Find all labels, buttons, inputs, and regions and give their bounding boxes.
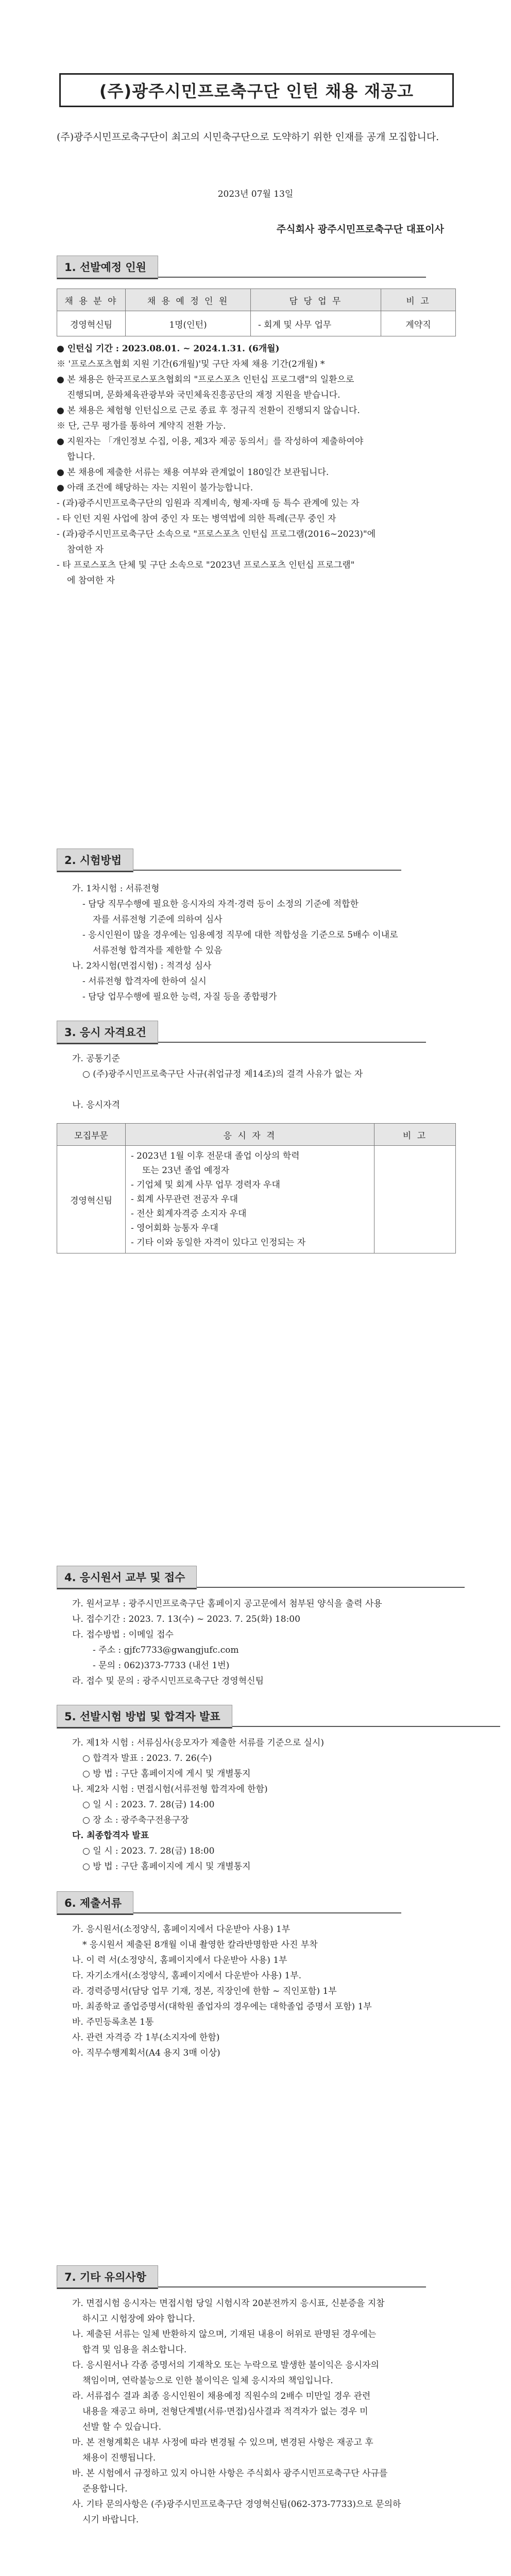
list-item: 다. 응시원서나 각종 증명서의 기재착오 또는 누락으로 발생한 불이익은 응시자의 (72, 2360, 379, 2370)
section-6-body (72, 1922, 469, 2061)
section-1-header (57, 256, 426, 279)
section-4-header (57, 1566, 465, 1589)
list-item: 다. 자기소개서(소정양식, 홈페이지에서 다운받아 사용) 1부. (72, 1971, 302, 1981)
notice-title: (주)광주시민프로축구단 인턴 채용 재공고 (99, 81, 414, 101)
list-item: 가. 제1차 시험 : 서류심사(응모자가 제출한 서류를 기준으로 실시) (72, 1738, 324, 1748)
list-item: 선발 할 수 있습니다. (82, 2422, 161, 2432)
section-5-header (57, 1705, 500, 1728)
list-item: - 응시인원이 많을 경우에는 임용예정 직무에 대한 적합성을 기준으로 5배수 이내로 (82, 930, 398, 940)
section-3-title: 3. 응시 자격요건 (57, 1021, 158, 1044)
qualification-table (57, 1123, 456, 1253)
list-item: 나. 2차시험(면접시험) : 적격성 심사 (72, 961, 212, 971)
cell-count: 1명(인턴) (126, 311, 251, 336)
list-item: 내용을 재공고 하며, 전형단계별(서류·면접)심사결과 적격자가 없는 경우 미 (82, 2406, 368, 2417)
list-item: ● 인턴십 기간 : 2023.08.01. ~ 2024.1.31. (6개월) (57, 344, 280, 354)
cell-qualifications (126, 1146, 374, 1253)
list-item: ○ 일 시 : 2023. 7. 28(금) 18:00 (82, 1846, 215, 1856)
list-item: ● 본 채용은 한국프로스포츠협회의 "프로스포츠 인턴십 프로그램"의 일환으로 (57, 375, 354, 385)
list-item: * 응시원서 제출된 8개월 이내 촬영한 칼라반명함판 사진 부착 (82, 1940, 318, 1950)
list-item: 가. 공통기준 (72, 1054, 120, 1064)
table-row (57, 1146, 456, 1253)
list-item: 아. 직무수행계획서(A4 용지 3매 이상) (72, 2048, 220, 2058)
list-item: - 회계 사무관련 전공자 우대 (131, 1194, 239, 1205)
list-item: 나. 제2차 시험 : 면접시험(서류전형 합격자에 한함) (72, 1784, 268, 1794)
list-item: 준용합니다. (82, 2484, 128, 2494)
list-item: 가. 원서교부 : 광주시민프로축구단 홈페이지 공고문에서 첨부된 양식을 출력 사용 (72, 1599, 382, 1609)
section-1-bullets (57, 341, 469, 588)
list-item: 라. 서류접수 결과 최종 응시인원이 채용예정 직원수의 2배수 미만일 경우 관련 (72, 2391, 371, 2401)
list-item: - 담당 직무수행에 필요한 응시자의 자격·경력 등이 소정의 기준에 적합한 (82, 899, 359, 909)
list-item: ● 본 채용에 제출한 서류는 채용 여부와 관계없이 180일간 보관됩니다. (57, 467, 329, 478)
list-item: - 기타 이와 동일한 자격이 있다고 인정되는 자 (131, 1238, 306, 1248)
list-item: 합격 및 임용을 취소합니다. (82, 2345, 187, 2355)
list-item: - 2023년 1월 이후 전문대 졸업 이상의 학력 (131, 1151, 300, 1161)
list-item: ○ 합격자 발표 : 2023. 7. 26(수) (82, 1753, 212, 1764)
cell-note: 계약직 (381, 311, 456, 336)
list-item: - (과)광주시민프로축구단 소속으로 "프로스포츠 인턴십 프로그램(2016~2023)"에 (57, 529, 376, 539)
header-field: 채 용 분 야 (57, 289, 126, 311)
divider (133, 870, 401, 871)
list-item: 하시고 시험장에 와야 합니다. (82, 2314, 195, 2324)
list-item: ○ 장 소 : 광주축구전용구장 (82, 1815, 189, 1825)
list-item: ○ 일 시 : 2023. 7. 28(금) 14:00 (82, 1800, 215, 1810)
list-item: 가. 1차시험 : 서류전형 (72, 884, 160, 894)
list-item: - 담당 업무수행에 필요한 능력, 자질 등을 종합평가 (82, 992, 277, 1002)
section-3-header (57, 1021, 426, 1044)
cell-field: 경영혁신팀 (57, 311, 126, 336)
list-item: - 문의 : 062)373-7733 (내선 1번) (93, 1660, 230, 1671)
list-item: 다. 최종합격자 발표 (72, 1831, 149, 1841)
list-item: - 전산 회계자격증 소지자 우대 (131, 1209, 247, 1219)
section-6-title: 6. 제출서류 (57, 1891, 133, 1915)
notice-date: 2023년 07월 13일 (217, 189, 294, 199)
section-7-title: 7. 기타 유의사항 (57, 2265, 158, 2289)
list-item: 책임이며, 연락불능으로 인한 불이익은 일체 응시자의 책임입니다. (82, 2376, 333, 2386)
list-item: 나. 제출된 서류는 일체 반환하지 않으며, 기재된 내용이 허위로 판명된 경우에는 (72, 2329, 377, 2340)
list-item: 또는 23년 졸업 예정자 (142, 1165, 230, 1176)
list-item: ※ '프로스포츠협회 지원 기간(6개월)'및 구단 자체 채용 기간(2개월) * (57, 359, 325, 369)
section-7-body (72, 2296, 469, 2528)
list-item: 자를 서류전형 기준에 의하여 심사 (93, 914, 223, 925)
cell-division: 경영혁신팀 (57, 1146, 126, 1253)
list-item: - 타 인턴 지원 사업에 참여 중인 자 또는 병역법에 의한 특례(근무 중인 자 (57, 514, 336, 524)
list-item: - 기업체 및 회계 사무 업무 경력자 우대 (131, 1180, 280, 1190)
cell-duty: - 회계 및 사무 업무 (251, 311, 381, 336)
divider (158, 2286, 426, 2287)
list-item: 나. 응시자격 (72, 1100, 120, 1110)
list-item: 바. 주민등록초본 1통 (72, 2017, 154, 2027)
list-item: 나. 접수기간 : 2023. 7. 13(수) ~ 2023. 7. 25(화) 18:00 (72, 1614, 300, 1624)
section-4-title: 4. 응시원서 교부 및 접수 (57, 1566, 197, 1589)
organization-name: 주식회사 광주시민프로축구단 대표이사 (276, 224, 444, 235)
list-item: 사. 관련 자격증 각 1부(소지자에 한함) (72, 2032, 220, 2043)
list-item: 서류전형 합격자를 제한할 수 있음 (93, 945, 223, 956)
list-item: ● 본 채용은 체험형 인턴십으로 근로 종료 후 정규직 전환이 진행되지 않습니다. (57, 405, 360, 416)
header-duty: 담 당 업 무 (251, 289, 381, 311)
section-5-title: 5. 선발시험 방법 및 합격자 발표 (57, 1705, 232, 1728)
section-2-body (72, 881, 469, 1005)
divider (133, 1912, 401, 1913)
divider (197, 1587, 465, 1588)
divider (158, 1042, 426, 1043)
section-2-title: 2. 시험방법 (57, 849, 133, 872)
divider (232, 1726, 500, 1727)
list-item: - 영어회화 능통자 우대 (131, 1223, 218, 1233)
notice-title-box (59, 73, 454, 107)
list-item: 다. 접수방법 : 이메일 접수 (72, 1630, 174, 1640)
list-item: 라. 접수 및 문의 : 광주시민프로축구단 경영혁신팀 (72, 1676, 264, 1686)
list-item: 참여한 자 (67, 545, 104, 555)
list-item: - 주소 : gjfc7733@gwangjufc.com (93, 1645, 239, 1655)
header-note: 비 고 (374, 1124, 456, 1146)
section-6-header (57, 1892, 401, 1914)
list-item: 시기 바랍니다. (82, 2515, 139, 2525)
table-row (57, 311, 456, 336)
list-item: 합니다. (67, 452, 95, 462)
intro-text: (주)광주시민프로축구단이 최고의 시민축구단으로 도약하기 위한 인재를 공개 모집합니다. (57, 131, 439, 143)
list-item: ○ 방 법 : 구단 홈페이지에 게시 및 개별통지 (82, 1769, 251, 1779)
list-item: ● 아래 조건에 해당하는 자는 지원이 불가능합니다. (57, 483, 253, 493)
list-item: 에 참여한 자 (67, 575, 115, 586)
cell-note (374, 1146, 456, 1253)
list-item: ○ 방 법 : 구단 홈페이지에 게시 및 개별통지 (82, 1861, 251, 1872)
header-division: 모집부문 (57, 1124, 126, 1146)
list-item: 사. 기타 문의사항은 (주)광주시민프로축구단 경영혁신팀(062-373-7733)으로 문의하 (72, 2499, 401, 2510)
header-qualification: 응 시 자 격 (126, 1124, 374, 1146)
list-item: 채용이 진행됩니다. (82, 2453, 156, 2463)
list-item: 마. 최종학교 졸업증명서(대학원 졸업자의 경우에는 대학졸업 증명서 포함) 1부 (72, 2002, 372, 2012)
section-3-body (72, 1051, 469, 1113)
section-7-header (57, 2266, 426, 2289)
section-1-title: 1. 선발예정 인원 (57, 256, 158, 279)
list-item: ○ (주)광주시민프로축구단 사규(취업규정 제14조)의 결격 사유가 없는 자 (82, 1069, 363, 1079)
list-item: 바. 본 시험에서 규정하고 있지 아니한 사항은 주식회사 광주시민프로축구단 사규를 (72, 2468, 388, 2479)
list-item: ● 지원자는 「개인정보 수집, 이용, 제3자 제공 동의서」를 작성하여 제출하여야 (57, 436, 364, 447)
section-2-header (57, 849, 401, 872)
list-item: ※ 단, 근무 평가를 통하여 계약직 전환 가능. (57, 421, 226, 431)
section-5-body (72, 1735, 469, 1874)
header-count: 채 용 예 정 인 원 (126, 289, 251, 311)
list-item: 마. 본 전형계획은 내부 사정에 따라 변경될 수 있으며, 변경된 사항은 재공고 후 (72, 2437, 373, 2448)
section-4-body (72, 1596, 469, 1689)
list-item: 나. 이 력 서(소정양식, 홈페이지에서 다운받아 사용) 1부 (72, 1955, 287, 1965)
divider (158, 277, 426, 278)
header-note: 비 고 (381, 289, 456, 311)
recruit-table (57, 289, 456, 336)
list-item: 진행되며, 문화체육관광부와 국민체육진흥공단의 재정 지원을 받습니다. (67, 390, 340, 400)
list-item: - 타 프로스포츠 단체 및 구단 소속으로 "2023년 프로스포츠 인턴십 프로그램" (57, 560, 355, 570)
list-item: - 서류전형 합격자에 한하여 실시 (82, 976, 207, 987)
list-item: 라. 경력증명서(담당 업무 기재, 정본, 직장인에 한함 ~ 직인포함) 1부 (72, 1986, 337, 1996)
list-item: 가. 면접시험 응시자는 면접시험 당일 시험시작 20분전까지 응시표, 신분증을 지참 (72, 2298, 385, 2309)
list-item: - (과)광주시민프로축구단의 임원과 직계비속, 형제·자매 등 특수 관계에 있는 자 (57, 498, 360, 509)
list-item: 가. 응시원서(소정양식, 홈페이지에서 다운받아 사용) 1부 (72, 1924, 291, 1935)
